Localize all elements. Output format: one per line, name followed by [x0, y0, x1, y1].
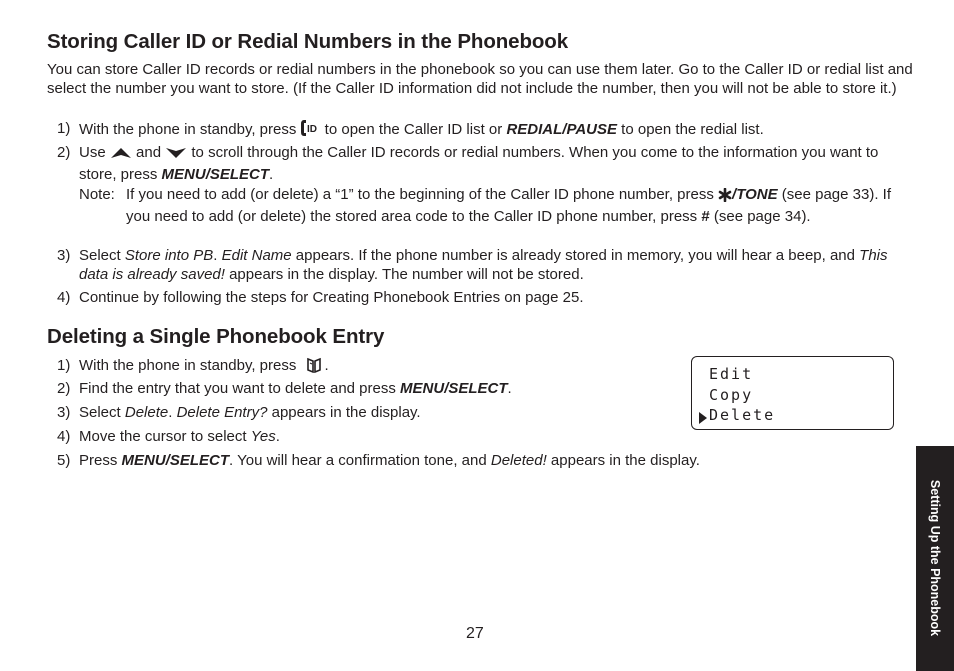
- step-item: [57, 451, 917, 470]
- step-text: Continue by following the steps for Creating Phonebook Entries on page 25.: [79, 289, 584, 306]
- lcd-display: [691, 356, 894, 430]
- note-block: [79, 185, 909, 226]
- hash-key: #: [701, 208, 710, 225]
- phonebook-key-icon: [307, 357, 321, 378]
- step-text: to open the Caller ID list or: [320, 121, 507, 138]
- step-text: Find the entry that you want to delete and press: [79, 380, 401, 397]
- note-text: If you need to add (or delete) a “1” to the beginning of the Caller ID phone number, press: [126, 186, 719, 203]
- step-text: appears in the display.: [546, 452, 700, 469]
- step-text: .: [168, 404, 177, 421]
- step-text: .: [213, 247, 222, 264]
- star-key-icon: [718, 188, 732, 207]
- tone-key: /TONE: [732, 186, 778, 203]
- svg-text:ID: ID: [306, 124, 317, 135]
- lcd-line-edit: Edit: [709, 365, 754, 383]
- step-text: With the phone in standby, press: [79, 357, 301, 374]
- display-text: Yes: [250, 428, 276, 445]
- step-text: .: [275, 428, 280, 445]
- step-number: 3): [57, 404, 71, 421]
- step-text: Move the cursor to select: [79, 428, 251, 445]
- step-text: .: [324, 357, 329, 374]
- note-text: (see page 34).: [709, 208, 811, 225]
- step-item: [57, 119, 917, 142]
- step-number: 2): [57, 380, 71, 397]
- display-text: Delete Entry?: [176, 404, 268, 421]
- step-text: Select: [79, 247, 125, 264]
- menu-select-key: MENU/SELECT: [121, 452, 230, 469]
- down-arrow-icon: [165, 146, 187, 165]
- step-item: [57, 246, 917, 284]
- step-text: . You will hear a confirmation tone, and: [229, 452, 491, 469]
- side-tab-label: Setting Up the Phonebook: [928, 479, 942, 637]
- menu-select-key: MENU/SELECT: [161, 166, 270, 183]
- lcd-line-copy: Copy: [709, 386, 754, 404]
- lcd-line-delete: Delete: [709, 406, 776, 424]
- cursor-triangle-icon: [699, 411, 707, 429]
- page-number: 27: [466, 625, 484, 642]
- section-heading-storing: Storing Caller ID or Redial Numbers in the Phonebook: [47, 30, 569, 53]
- side-tab: [916, 446, 954, 671]
- step-text: to scroll through the Caller ID records or redial numbers. When you come to the information you want to store, press: [79, 144, 879, 183]
- display-text: This data is already saved!: [79, 247, 888, 283]
- menu-select-key: MENU/SELECT: [400, 380, 508, 397]
- step-text: to open the redial list.: [617, 121, 764, 138]
- step-text: Use: [79, 144, 110, 161]
- display-text: Edit Name: [221, 247, 292, 264]
- step-text: .: [507, 380, 512, 397]
- step-text: Press: [79, 452, 122, 469]
- step-text: and: [131, 144, 166, 161]
- note-text: (see page 33). If you need to add (or delete) the stored area code to the Caller ID phone number, press: [126, 186, 892, 225]
- step-item: [57, 143, 917, 184]
- step-text: appears in the display. The number will not be stored.: [224, 266, 584, 283]
- display-text: Store into PB: [124, 247, 214, 264]
- step-text: With the phone in standby, press: [79, 121, 301, 138]
- redial-pause-key: REDIAL/PAUSE: [506, 121, 618, 138]
- intro-paragraph: You can store Caller ID records or redial numbers in the phonebook so you can use them later. Go to the Caller ID or redial list and select the number you want to store. (If the Caller ID information did not include the number, then you will not be able to store it.): [47, 61, 913, 97]
- step-number: 4): [57, 289, 71, 306]
- up-arrow-icon: [110, 146, 132, 165]
- step-item: [57, 288, 917, 307]
- display-text: Deleted!: [490, 452, 547, 469]
- section-heading-deleting: Deleting a Single Phonebook Entry: [47, 325, 385, 348]
- step-text: appears. If the phone number is already stored in memory, you will hear a beep, and: [291, 247, 860, 264]
- step-number: 1): [57, 357, 71, 374]
- step-text: Select: [79, 404, 125, 421]
- step-text: appears in the display.: [267, 404, 421, 421]
- step-number: 4): [57, 428, 71, 445]
- step-number: 5): [57, 452, 71, 469]
- step-number: 3): [57, 247, 71, 264]
- note-label: Note:: [79, 186, 115, 203]
- step-number: 1): [57, 120, 71, 137]
- step-text: .: [269, 166, 274, 183]
- caller-id-key-icon: [301, 119, 321, 142]
- display-text: Delete: [124, 404, 169, 421]
- step-number: 2): [57, 144, 71, 161]
